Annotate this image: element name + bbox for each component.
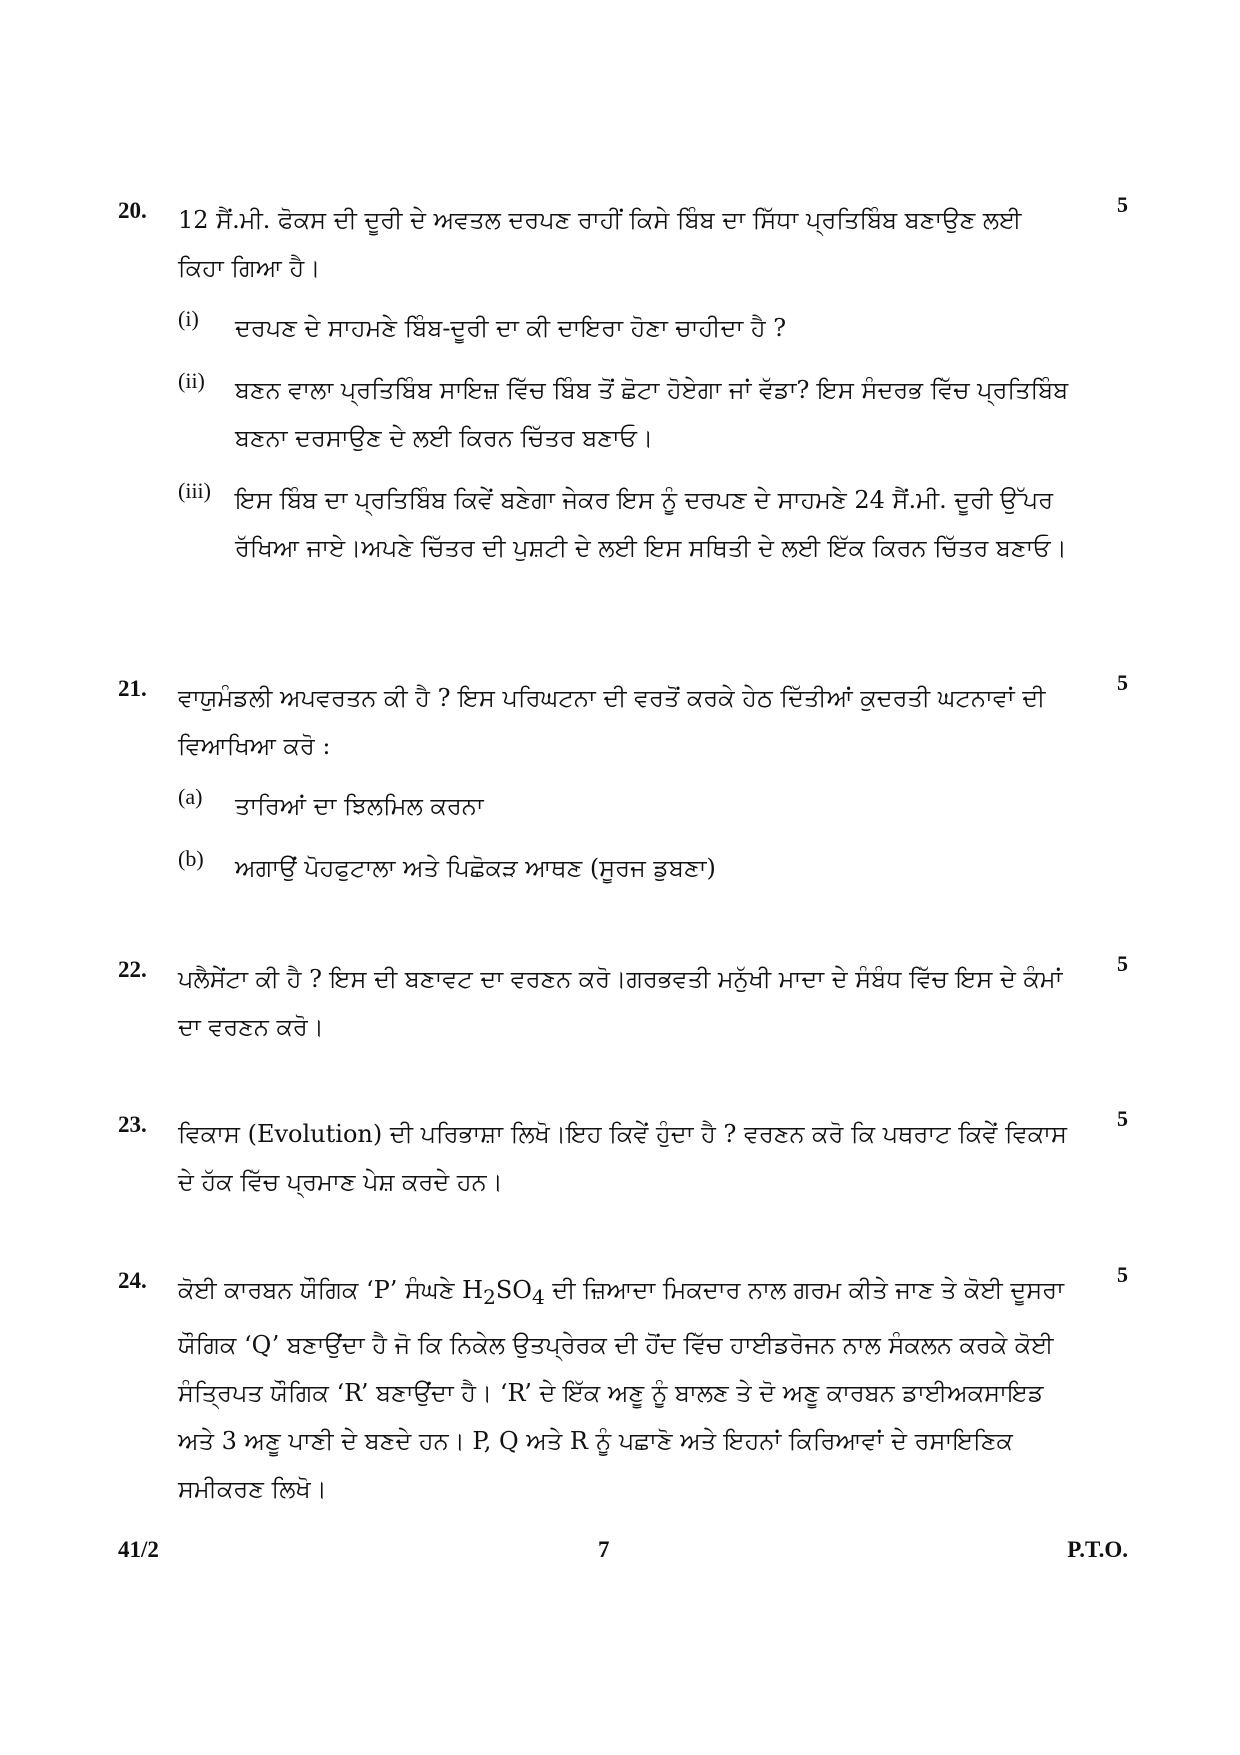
subscript: 2 (483, 1284, 496, 1309)
question-21 (118, 670, 1128, 892)
subscript: 4 (531, 1284, 545, 1309)
question-marks: 5 (1117, 192, 1128, 217)
question-text: ਵਾਯੁਮੰਡਲੀ ਅਪਵਰਤਨ ਕੀ ਹੈ ? ਇਸ ਪਰਿਘਟਨਾ ਦੀ ਵਰਤੋਂ ਕਰਕੇ ਹੇਠ ਦਿੱਤੀਆਂ ਕੁਦਰਤੀ ਘਟਨਾਵਾਂ ਦੀ ਵਿਆਖਿਆ ਕਰੋ : (178, 684, 1046, 760)
question-text: ਵਿਕਾਸ (Evolution) ਦੀ ਪਰਿਭਾਸ਼ਾ ਲਿਖੋ।ਇਹ ਕਿਵੇਂ ਹੁੰਦਾ ਹੈ ? ਵਰਣਨ ਕਰੋ ਕਿ ਪਥਰਾਟ ਕਿਵੇਂ ਵਿਕਾਸ ਦੇ ਹੱਕ ਵਿੱਚ ਪ੍ਰਮਾਣ ਪੇਸ਼ ਕਰਦੇ ਹਨ। (178, 1120, 1067, 1196)
part-text: ਦਰਪਣ ਦੇ ਸਾਹਮਣੇ ਬਿੰਬ-ਦੂਰੀ ਦਾ ਕੀ ਦਾਇਰਾ ਹੋਣਾ ਚਾਹੀਦਾ ਹੈ ? (235, 314, 787, 342)
part-text: ਇਸ ਬਿੰਬ ਦਾ ਪ੍ਰਤਿਬਿੰਬ ਕਿਵੇਂ ਬਣੇਗਾ ਜੇਕਰ ਇਸ ਨੂੰ ਦਰਪਣ ਦੇ ਸਾਹਮਣੇ 24 ਸੈਂ.ਮੀ. ਦੂਰੀ ਉੱਪਰ ਰੱਖਿਆ ਜਾਏ।ਅਪਣੇ ਚਿੱਤਰ ਦੀ ਪੁਸ਼ਟੀ ਦੇ ਲਈ ਇਸ ਸਥਿਤੀ ਦੇ ਲਈ ਇੱਕ ਕਿਰਨ ਚਿੱਤਰ ਬਣਾਓ। (235, 486, 1067, 562)
part-label: (ii) (178, 368, 205, 393)
question-number: 22. (118, 957, 147, 982)
question-21-part-a (178, 782, 1073, 830)
question-marks: 5 (1117, 951, 1128, 976)
paper-code: 41/2 (118, 1537, 159, 1562)
question-number: 20. (118, 198, 147, 223)
question-22-head (118, 951, 1128, 1051)
page-number: 7 (598, 1537, 610, 1562)
part-text: ਬਣਨ ਵਾਲਾ ਪ੍ਰਤਿਬਿੰਬ ਸਾਇਜ਼ ਵਿੱਚ ਬਿੰਬ ਤੋਂ ਛੋਟਾ ਹੋਏਗਾ ਜਾਂ ਵੱਡਾ? ਇਸ ਸੰਦਰਭ ਵਿੱਚ ਪ੍ਰਤਿਬਿੰਬ ਬਣਨਾ ਦਰਸਾਉਣ ਦੇ ਲਈ ਕਿਰਨ ਚਿੱਤਰ ਬਣਾਓ। (235, 376, 1069, 452)
question-23-head (118, 1106, 1128, 1206)
part-label: (i) (178, 306, 199, 331)
question-number: 21. (118, 676, 147, 701)
question-21-part-b (178, 844, 1073, 892)
question-22 (118, 951, 1128, 1051)
question-text (178, 1266, 1073, 1513)
part-text: ਅਗਾਉਂ ਪੋਹਫੁਟਾਲਾ ਅਤੇ ਪਿਛੋਕੜ ਆਥਣ (ਸੂਰਜ ਡੁਬਣਾ) (235, 854, 716, 882)
question-marks: 5 (1117, 1106, 1128, 1131)
question-20-part-i (178, 304, 1073, 352)
question-20-part-ii (178, 366, 1073, 462)
part-label: (iii) (178, 478, 211, 503)
page-footer (118, 1537, 1128, 1571)
question-number: 23. (118, 1112, 147, 1137)
question-23 (118, 1106, 1128, 1206)
text-part: ਕੋਈ ਕਾਰਬਨ ਯੌਗਿਕ ‘P’ ਸੰਘਣੇ H (178, 1276, 484, 1304)
question-marks: 5 (1117, 670, 1128, 695)
part-label: (a) (178, 784, 203, 809)
text-part: SO (495, 1276, 532, 1304)
question-21-head (118, 670, 1128, 770)
pto-label: P.T.O. (1067, 1537, 1128, 1562)
question-text: ਪਲੈਸੇਂਟਾ ਕੀ ਹੈ ? ਇਸ ਦੀ ਬਣਾਵਟ ਦਾ ਵਰਣਨ ਕਰੋ।ਗਰਭਵਤੀ ਮਨੁੱਖੀ ਮਾਦਾ ਦੇ ਸੰਬੰਧ ਵਿੱਚ ਇਸ ਦੇ ਕੰਮਾਂ ਦਾ ਵਰਣਨ ਕਰੋ। (178, 965, 1063, 1041)
part-label: (b) (178, 846, 204, 871)
question-20 (118, 192, 1128, 572)
question-20-part-iii (178, 476, 1073, 572)
part-text: ਤਾਰਿਆਂ ਦਾ ਝਿਲਮਿਲ ਕਰਨਾ (235, 792, 484, 820)
question-24 (118, 1262, 1128, 1513)
question-24-head (118, 1262, 1128, 1513)
question-number: 24. (118, 1268, 147, 1293)
text-part: ਦੀ ਜ਼ਿਆਦਾ ਮਿਕਦਾਰ ਨਾਲ ਗਰਮ ਕੀਤੇ ਜਾਣ ਤੇ ਕੋਈ ਦੂਸਰਾ ਯੌਗਿਕ ‘Q’ ਬਣਾਉਂਦਾ ਹੈ ਜੋ ਕਿ ਨਿਕੇਲ ਉਤਪ੍ਰੇਰਕ ਦੀ ਹੋਂਦ ਵਿੱਚ ਹਾਈਡਰੋਜਨ ਨਾਲ ਸੰਕਲਨ ਕਰਕੇ ਕੋਈ ਸੰਤ੍ਰਿਪਤ ਯੌਗਿਕ ‘R’ ਬਣਾਉਂਦਾ ਹੈ। ‘R’ ਦੇ ਇੱਕ ਅਣੂ ਨੂੰ ਬਾਲਣ ਤੇ ਦੋ ਅਣੂ ਕਾਰਬਨ ਡਾਈਅਕਸਾਇਡ ਅਤੇ 3 ਅਣੂ ਪਾਣੀ ਦੇ ਬਣਦੇ ਹਨ। P, Q ਅਤੇ R ਨੂੰ ਪਛਾਣੋ ਅਤੇ ਇਹਨਾਂ ਕਿਰਿਆਵਾਂ ਦੇ ਰਸਾਇਣਿਕ ਸਮੀਕਰਣ ਲਿਖੋ। (178, 1276, 1065, 1503)
question-text: 12 ਸੈਂ.ਮੀ. ਫੋਕਸ ਦੀ ਦੂਰੀ ਦੇ ਅਵਤਲ ਦਰਪਣ ਰਾਹੀਂ ਕਿਸੇ ਬਿੰਬ ਦਾ ਸਿੱਧਾ ਪ੍ਰਤਿਬਿੰਬ ਬਣਾਉਣ ਲਈ ਕਿਹਾ ਗਿਆ ਹੈ। (178, 206, 1022, 282)
question-marks: 5 (1117, 1262, 1128, 1287)
question-20-head (118, 192, 1128, 292)
